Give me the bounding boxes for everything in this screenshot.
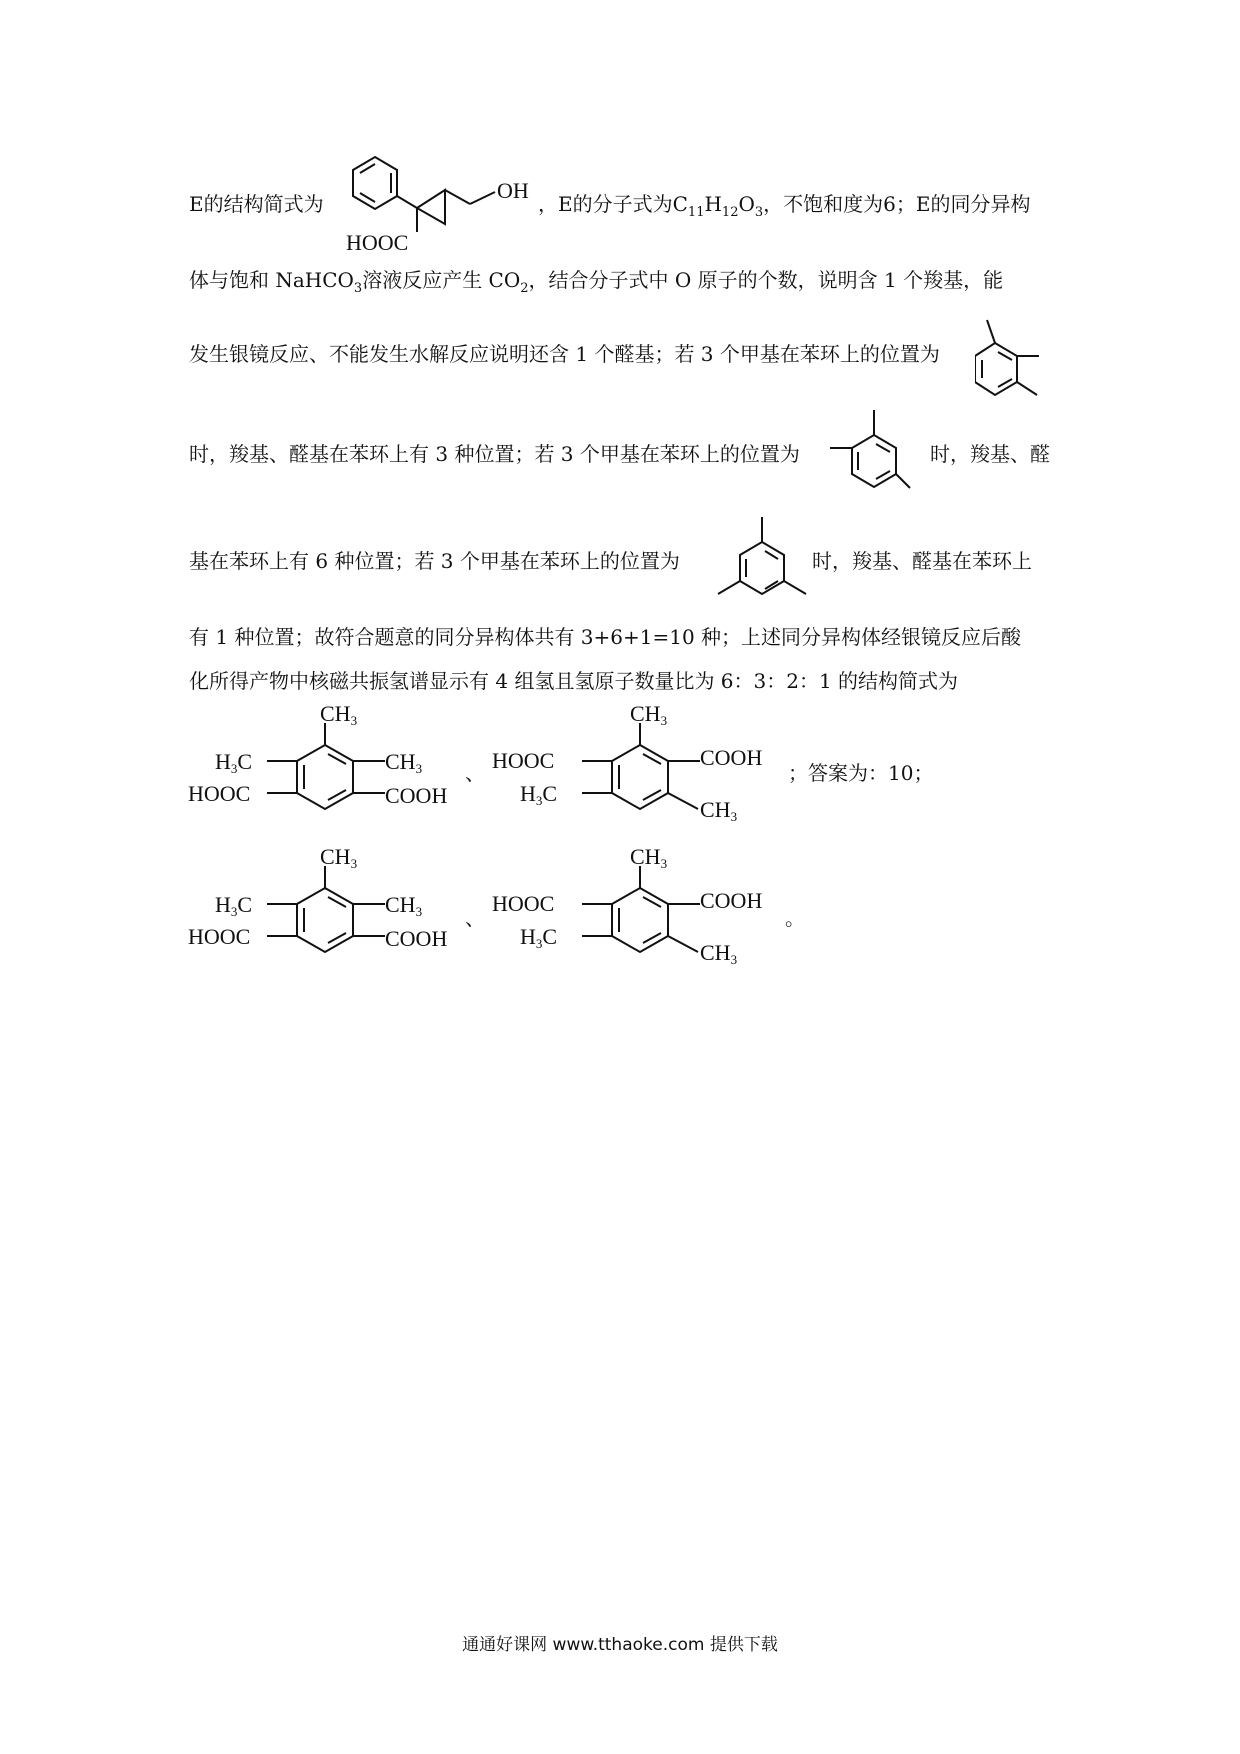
molecular-formula: $C_{11}H_{12}O_3$	[672, 192, 764, 220]
svg-text:H3C: H3C	[215, 892, 253, 919]
svg-text:H3C: H3C	[520, 924, 558, 951]
page-footer: 通通好课网 www.tthaoke.com 提供下载	[462, 1635, 778, 1655]
answer-text: ；答案为：10；	[788, 761, 934, 785]
svg-text:CH3: CH3	[320, 705, 358, 728]
svg-text:HOOC: HOOC	[188, 781, 251, 806]
product-structure-4	[490, 848, 790, 978]
svg-text:COOH: COOH	[700, 888, 763, 913]
product-structure-2	[490, 705, 790, 835]
text-line-4b: 时，羧基、醛	[930, 442, 1050, 466]
svg-text:CH3: CH3	[320, 848, 358, 871]
hooc-label: HOOC	[346, 230, 409, 252]
svg-text:COOH: COOH	[385, 926, 448, 951]
svg-text:CH3: CH3	[630, 705, 668, 728]
text-line-4: 时，羧基、醛基在苯环上有 3 种位置；若 3 个甲基在苯环上的位置为	[189, 442, 800, 466]
period-mark: 。	[785, 906, 805, 930]
svg-text:CH3: CH3	[385, 892, 423, 919]
trimethyl-124-structure	[830, 402, 920, 492]
svg-text:CH3: CH3	[700, 940, 738, 967]
svg-text:HOOC: HOOC	[188, 924, 251, 949]
trimethyl-123-structure	[975, 308, 1045, 398]
svg-text:H3C: H3C	[215, 749, 253, 776]
svg-text:HOOC: HOOC	[492, 748, 555, 773]
svg-text:CH3: CH3	[700, 797, 738, 824]
product-structure-1	[185, 705, 485, 835]
product-structure-3	[185, 848, 485, 978]
svg-text:COOH: COOH	[385, 783, 448, 808]
text-line-1b: ，E的分子式为$C_{11}H_{12}O_3$，不饱和度为6；E的同分异构	[538, 192, 1031, 220]
compound-e-structure	[345, 152, 535, 252]
text-line-6: 有 1 种位置；故符合题意的同分异构体共有 3+6+1=10 种；上述同分异构体经银镜反应后酸	[189, 625, 1022, 649]
text-line-5b: 时，羧基、醛基在苯环上	[812, 549, 1032, 573]
trimethyl-135-structure	[712, 512, 812, 612]
text-line-5: 基在苯环上有 6 种位置；若 3 个甲基在苯环上的位置为	[189, 549, 680, 573]
separator-1: 、	[465, 761, 485, 785]
svg-text:CH3: CH3	[385, 749, 423, 776]
svg-text:H3C: H3C	[520, 781, 558, 808]
text-line-3: 发生银镜反应、不能发生水解反应说明还含 1 个醛基；若 3 个甲基在苯环上的位置为	[189, 342, 940, 366]
text-segment: E的结构简式为	[189, 192, 324, 216]
svg-text:CH3: CH3	[630, 848, 668, 871]
separator-2: 、	[465, 906, 485, 930]
svg-text:HOOC: HOOC	[492, 891, 555, 916]
text-line-7: 化所得产物中核磁共振氢谱显示有 4 组氢且氢原子数量比为 6：3：2：1 的结构简式为	[189, 669, 959, 693]
oh-label: OH	[497, 178, 529, 203]
svg-text:COOH: COOH	[700, 745, 763, 770]
text-line-2: 体与饱和 NaHCO$_3$溶液反应产生 $CO_2$，结合分子式中 O 原子的个数，说明含 1 个羧基，能	[189, 268, 1004, 296]
